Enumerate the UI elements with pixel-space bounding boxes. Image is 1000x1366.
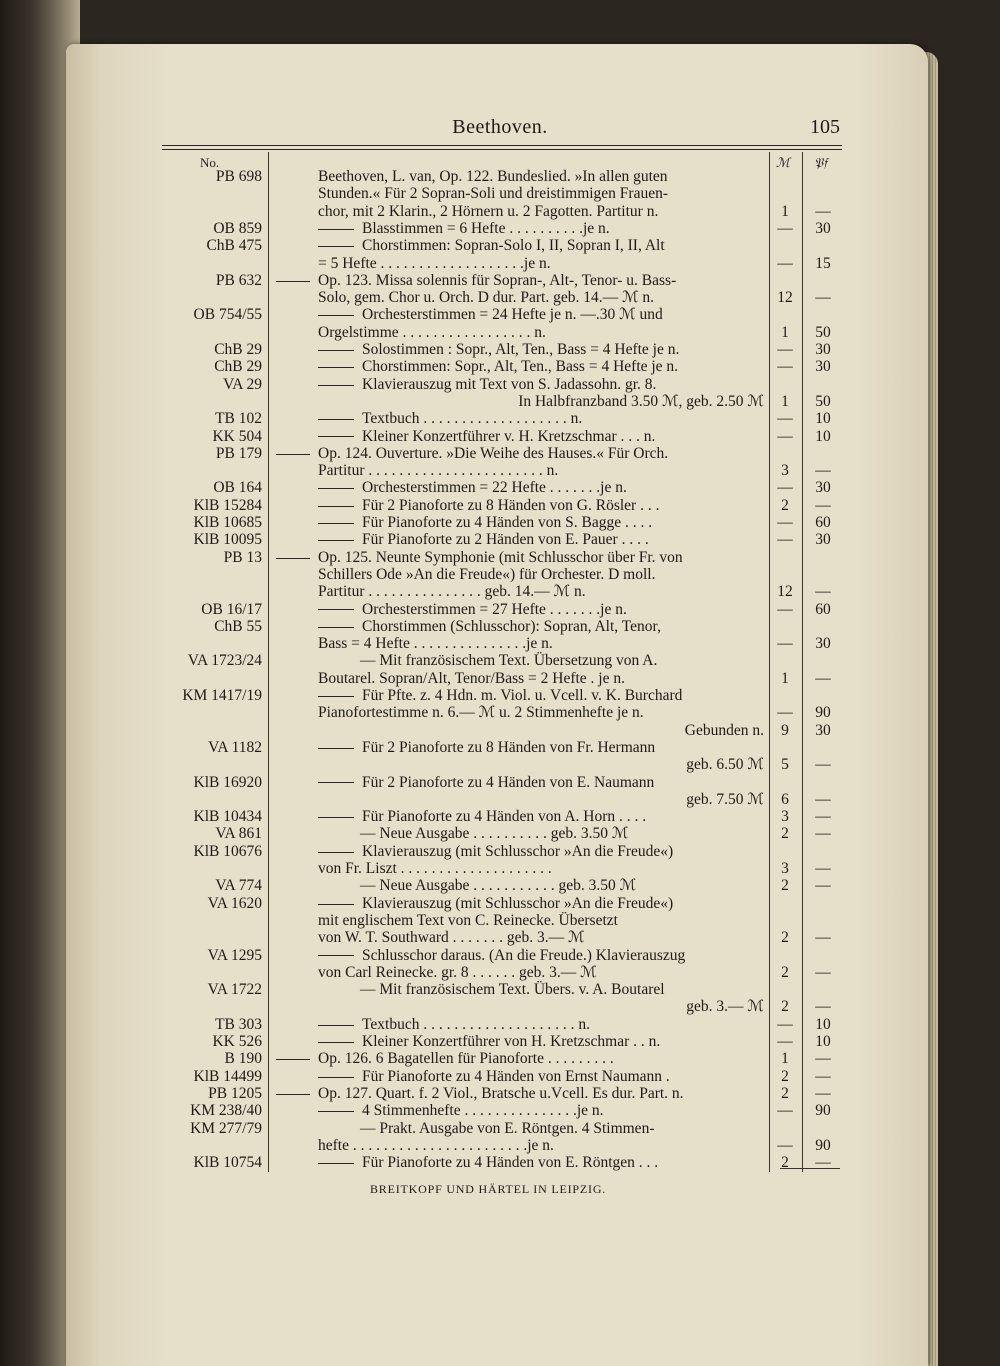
price-mark: — <box>777 410 793 428</box>
entry-line <box>318 843 673 860</box>
price-mark: 5 <box>781 756 789 774</box>
entry-text: Für Pianoforte zu 4 Händen von S. Bagge . . . . <box>362 514 653 531</box>
entry-line <box>318 462 558 479</box>
entry-text: geb. 6.50 ℳ <box>686 756 764 774</box>
entry-line <box>318 220 610 237</box>
ditto-dash <box>318 1111 354 1112</box>
entry-line <box>318 237 665 254</box>
price-mark: 2 <box>781 825 789 843</box>
entry-line <box>318 324 546 341</box>
price-pfennig: — <box>815 860 831 877</box>
catalog-number: B 190 <box>224 1050 262 1068</box>
catalog-number: ChB 55 <box>214 617 262 635</box>
catalog-number: PB 698 <box>215 168 262 185</box>
ditto-dash <box>318 852 354 853</box>
ditto-dash <box>276 558 310 559</box>
entry-text: Für Pianoforte zu 4 Händen von E. Röntgen . . . <box>362 1154 659 1172</box>
price-mark: — <box>777 1136 793 1154</box>
ditto-dash <box>318 782 354 783</box>
price-mark: 2 <box>781 998 789 1016</box>
price-mark: 2 <box>781 1154 789 1172</box>
entry-text: Op. 127. Quart. f. 2 Viol., Bratsche u.Vcell. Es dur. Part. n. <box>318 1084 684 1102</box>
ditto-dash <box>318 506 354 507</box>
ditto-dash <box>318 419 354 420</box>
price-mark: 1 <box>781 202 789 220</box>
price-pfennig: 30 <box>815 358 831 376</box>
entry-text: = 5 Hefte . . . . . . . . . . . . . . . . . . .je n. <box>318 254 551 272</box>
ditto-dash <box>318 1077 354 1078</box>
price-pfennig: — <box>815 825 831 843</box>
price-mark: — <box>777 704 793 722</box>
column-header-mark: ℳ <box>776 155 790 170</box>
entry-line <box>318 860 552 877</box>
price-mark: — <box>777 341 793 358</box>
ditto-dash <box>318 540 354 541</box>
price-pfennig: 60 <box>815 600 831 618</box>
price-pfennig: 30 <box>815 531 831 549</box>
price-pfennig: — <box>815 1050 831 1068</box>
entry-line <box>318 306 663 323</box>
price-mark: — <box>777 358 793 376</box>
price-pfennig: 30 <box>815 479 831 497</box>
entry-line <box>318 410 582 427</box>
price-mark: 9 <box>781 721 789 739</box>
entry-text: Beethoven, L. van, Op. 122. Bundeslied. »In allen guten <box>318 168 668 185</box>
entry-text: Für Pianoforte zu 2 Händen von E. Pauer . . . . <box>362 531 649 549</box>
entry-text: Schlusschor daraus. (An die Freude.) Klavierauszug <box>362 946 686 964</box>
price-mark: 2 <box>781 929 789 947</box>
catalog-number: TB 303 <box>215 1015 262 1033</box>
entry-line <box>318 670 625 687</box>
price-pfennig: 10 <box>815 1033 831 1050</box>
entry-line <box>318 531 649 548</box>
price-pfennig: 30 <box>815 635 831 653</box>
price-pfennig: — <box>815 462 831 480</box>
catalog-number: VA 1620 <box>207 894 262 912</box>
entry-text: — Neue Ausgabe . . . . . . . . . . geb. 3.50 ℳ <box>360 825 629 843</box>
price-pfennig: — <box>815 1084 831 1102</box>
catalog-number: KlB 10434 <box>193 808 262 826</box>
price-pfennig: — <box>815 963 831 981</box>
entry-line <box>318 1154 658 1171</box>
price-pfennig: 50 <box>815 323 831 341</box>
entry-line <box>318 635 553 652</box>
entry-line <box>686 998 764 1015</box>
ditto-dash <box>318 627 354 628</box>
entry-text: Blasstimmen = 6 Hefte . . . . . . . . . .je n. <box>362 219 610 237</box>
entry-line <box>318 255 551 272</box>
price-mark: 3 <box>781 462 789 480</box>
catalog-number: KlB 16920 <box>193 773 262 791</box>
price-mark: 1 <box>781 669 789 687</box>
entry-text: Für 2 Pianoforte zu 8 Händen von Fr. Hermann <box>362 738 656 756</box>
price-mark: — <box>777 427 793 445</box>
catalog-number: ChB 475 <box>206 237 262 255</box>
entry-text: Klavierauszug (mit Schlusschor »An die Freude«) <box>362 842 674 860</box>
entry-line <box>318 566 655 583</box>
catalog-number: VA 29 <box>223 375 262 393</box>
price-pfennig: — <box>815 496 831 514</box>
price-mark: — <box>777 1102 793 1120</box>
catalog-number: KK 526 <box>212 1033 262 1050</box>
price-mark: — <box>777 479 793 497</box>
price-pfennig: — <box>815 289 831 307</box>
price-pfennig: 60 <box>815 514 831 531</box>
catalog-number: KlB 14499 <box>193 1067 262 1085</box>
catalog-number: ChB 29 <box>214 358 262 376</box>
entry-line <box>318 341 679 358</box>
price-mark: — <box>777 1033 793 1050</box>
entry-text: Op. 125. Neunte Symphonie (mit Schlusschor über Fr. von <box>318 548 683 566</box>
entry-text: Für 2 Pianoforte zu 4 Händen von E. Naumann <box>362 773 655 791</box>
price-mark: 2 <box>781 1067 789 1085</box>
ditto-dash <box>318 955 354 956</box>
catalog-number: OB 16/17 <box>201 600 262 618</box>
catalog-number: VA 1723/24 <box>187 652 262 670</box>
entry-text: von W. T. Southward . . . . . . . geb. 3.— ℳ <box>318 929 585 947</box>
entry-text: Für Pianoforte zu 4 Händen von Ernst Naumann . <box>362 1067 670 1085</box>
price-pfennig: — <box>815 1067 831 1085</box>
entry-text: Pianofortestimme n. 6.— ℳ u. 2 Stimmenhefte je n. <box>318 704 644 722</box>
entry-text: Orchesterstimmen = 22 Hefte . . . . . . .je n. <box>362 479 627 497</box>
ditto-dash <box>318 315 354 316</box>
entry-line <box>318 947 685 964</box>
entry-text: Klavierauszug mit Text von S. Jadassohn. gr. 8. <box>362 375 657 393</box>
catalog-number: PB 13 <box>223 548 262 566</box>
price-pfennig: — <box>815 669 831 687</box>
entry-text: Für 2 Pianoforte zu 8 Händen von G. Rösler . . . <box>362 496 660 514</box>
catalog-number: VA 1295 <box>207 946 262 964</box>
entry-line <box>318 428 655 445</box>
ditto-dash <box>318 436 354 437</box>
page-number: 105 <box>810 116 840 138</box>
price-mark: — <box>777 600 793 618</box>
ditto-dash <box>318 609 354 610</box>
catalog-number: PB 632 <box>215 271 262 289</box>
catalog-number: OB 164 <box>213 479 262 497</box>
price-pfennig: — <box>815 790 831 808</box>
entry-text: — Mit französischem Text. Übersetzung von A. <box>360 652 658 670</box>
entry-line <box>360 981 665 998</box>
entry-line <box>318 618 661 635</box>
entry-line <box>318 185 668 202</box>
price-mark: 1 <box>781 392 789 410</box>
entry-line <box>318 808 646 825</box>
entry-text: Op. 126. 6 Bagatellen für Pianoforte . . . . . . . . . <box>318 1050 614 1068</box>
entry-text: Textbuch . . . . . . . . . . . . . . . . . . . . n. <box>362 1015 590 1033</box>
entry-text: — Neue Ausgabe . . . . . . . . . . . geb. 3.50 ℳ <box>360 877 637 895</box>
catalog-number: KK 504 <box>212 427 262 445</box>
entry-text: Schillers Ode »An die Freude«) für Orchester. D moll. <box>318 565 656 583</box>
entry-line <box>318 964 597 981</box>
price-pfennig: — <box>815 1154 831 1172</box>
entry-text: Solo, gem. Chor u. Orch. D dur. Part. geb. 14.— ℳ n. <box>318 289 655 307</box>
entry-line <box>318 479 627 496</box>
entry-text: geb. 3.— ℳ <box>686 998 764 1016</box>
ditto-dash <box>318 367 354 368</box>
entry-text: von Carl Reinecke. gr. 8 . . . . . . geb. 3.— ℳ <box>318 963 597 981</box>
catalog-number: KM 1417/19 <box>182 687 262 704</box>
entry-text: Op. 124. Ouverture. »Die Weihe des Hauses.« Für Orch. <box>318 444 669 462</box>
entry-line <box>318 1016 590 1033</box>
entry-text: Klavierauszug (mit Schlusschor »An die Freude«) <box>362 894 674 912</box>
entry-text: geb. 7.50 ℳ <box>686 790 764 808</box>
entry-line <box>318 929 585 946</box>
price-pfennig: 90 <box>815 1102 831 1120</box>
entry-line <box>318 912 618 929</box>
price-mark: 3 <box>781 860 789 877</box>
entry-text: — Prakt. Ausgabe von E. Röntgen. 4 Stimmen- <box>360 1119 655 1137</box>
price-mark: — <box>777 254 793 272</box>
entry-text: Textbuch . . . . . . . . . . . . . . . . . . . n. <box>362 410 583 428</box>
entry-text: 4 Stimmenhefte . . . . . . . . . . . . . . .je n. <box>362 1102 604 1120</box>
price-mark: 12 <box>777 583 793 601</box>
price-mark: 3 <box>781 808 789 826</box>
catalog-number: PB 179 <box>215 444 262 462</box>
ditto-dash <box>276 281 310 282</box>
catalog-number: VA 1722 <box>207 981 262 999</box>
entry-line <box>318 1137 554 1154</box>
entry-line <box>360 825 628 842</box>
price-pfennig: — <box>815 202 831 220</box>
price-mark: — <box>777 1015 793 1033</box>
price-mark: 2 <box>781 496 789 514</box>
price-pfennig: — <box>815 929 831 947</box>
entry-text: von Fr. Liszt . . . . . . . . . . . . . . . . . . . . <box>318 860 552 877</box>
price-pfennig: 10 <box>815 427 831 445</box>
ditto-dash <box>276 1094 310 1095</box>
price-pfennig: 90 <box>815 1136 831 1154</box>
catalog-number: OB 859 <box>213 219 262 237</box>
entry-text: mit englischem Text von C. Reinecke. Übersetzt <box>318 911 618 929</box>
catalog-number: OB 754/55 <box>193 306 262 324</box>
price-pfennig: — <box>815 998 831 1016</box>
ditto-dash <box>276 454 310 455</box>
price-pfennig: — <box>815 583 831 601</box>
price-mark: 2 <box>781 877 789 895</box>
price-mark: 2 <box>781 1084 789 1102</box>
catalog-number: VA 1182 <box>208 738 262 756</box>
price-mark: 1 <box>781 1050 789 1068</box>
price-mark: 6 <box>781 790 789 808</box>
entry-line <box>318 739 655 756</box>
entry-line <box>318 168 668 185</box>
entry-text: — Mit französischem Text. Übers. v. A. Boutarel <box>360 981 665 999</box>
catalog-number: KlB 10754 <box>193 1154 262 1172</box>
entry-text: Bass = 4 Hefte . . . . . . . . . . . . . . .je n. <box>318 635 553 653</box>
entry-text: Gebunden n. <box>684 721 764 739</box>
page-title: Beethoven. <box>452 116 548 138</box>
entry-line <box>360 652 657 669</box>
price-pfennig: 30 <box>815 341 831 358</box>
entry-line <box>318 895 673 912</box>
price-mark: — <box>777 531 793 549</box>
entry-line <box>318 1102 604 1119</box>
price-mark: — <box>777 514 793 531</box>
catalog-number: VA 861 <box>215 825 262 843</box>
entry-line <box>276 1050 614 1067</box>
entry-text: Für Pianoforte zu 4 Händen von A. Horn . . . . <box>362 808 647 826</box>
price-pfennig: — <box>815 877 831 895</box>
entry-text: In Halbfranzband 3.50 ℳ, geb. 2.50 ℳ <box>518 392 764 410</box>
catalog-number: KlB 10685 <box>193 514 262 531</box>
ditto-dash <box>318 817 354 818</box>
entry-text: hefte . . . . . . . . . . . . . . . . . . . . . . .je n. <box>318 1136 554 1154</box>
entry-line <box>318 601 627 618</box>
price-pfennig: 15 <box>815 254 831 272</box>
entry-line <box>318 376 656 393</box>
footer-rule <box>780 1168 840 1169</box>
entry-line <box>276 272 676 289</box>
price-pfennig: 10 <box>815 1015 831 1033</box>
ditto-dash <box>318 350 354 351</box>
entry-text: Partitur . . . . . . . . . . . . . . . . . . . . . . . n. <box>318 462 559 480</box>
price-mark: — <box>777 219 793 237</box>
catalog-number: KlB 10676 <box>193 842 262 860</box>
column-header-number: No. <box>200 155 220 170</box>
entry-line <box>686 756 764 773</box>
catalog-number: KM 277/79 <box>190 1119 262 1137</box>
entry-text: Orgelstimme . . . . . . . . . . . . . . . . . n. <box>318 323 546 341</box>
price-mark: 2 <box>781 963 789 981</box>
ditto-dash <box>318 1163 354 1164</box>
entry-line <box>318 583 586 600</box>
ditto-dash <box>318 1025 354 1026</box>
entry-line <box>318 497 659 514</box>
entry-text: Für Pfte. z. 4 Hdn. m. Viol. u. Vcell. v. K. Burchard <box>362 687 683 704</box>
entry-line <box>685 722 764 739</box>
catalog-number: PB 1205 <box>208 1084 262 1102</box>
entry-text: Kleiner Konzertführer v. H. Kretzschmar . . . n. <box>362 427 656 445</box>
entry-line <box>360 877 636 894</box>
entry-line <box>276 549 683 566</box>
price-mark: — <box>777 635 793 653</box>
entry-text: Orchesterstimmen = 24 Hefte je n. —.30 ℳ und <box>362 306 663 324</box>
ditto-dash <box>318 904 354 905</box>
price-pfennig: — <box>815 808 831 826</box>
entry-text: Solostimmen : Sopr., Alt, Ten., Bass = 4 Hefte je n. <box>362 341 680 358</box>
price-pfennig: 90 <box>815 704 831 722</box>
entry-text: Orchesterstimmen = 27 Hefte . . . . . . .je n. <box>362 600 627 618</box>
entry-line <box>318 687 682 704</box>
ditto-dash <box>318 488 354 489</box>
entry-line <box>518 393 764 410</box>
entry-line <box>318 358 678 375</box>
ditto-dash <box>318 229 354 230</box>
ditto-dash <box>318 748 354 749</box>
entry-line <box>276 1085 684 1102</box>
entry-text: Chorstimmen (Schlusschor): Sopran, Alt, Tenor, <box>362 617 661 635</box>
price-pfennig: 30 <box>815 721 831 739</box>
entry-line <box>318 774 654 791</box>
entry-text: Chorstimmen: Sopran-Solo I, II, Sopran I, II, Alt <box>362 237 665 255</box>
publisher-footer: BREITKOPF UND HÄRTEL IN LEIPZIG. <box>370 1182 607 1196</box>
entry-text: Stunden.« Für 2 Sopran-Soli und dreistimmigen Frauen- <box>318 185 669 203</box>
price-mark: 1 <box>781 323 789 341</box>
entry-line <box>360 1120 654 1137</box>
ditto-dash <box>318 523 354 524</box>
entry-text: Boutarel. Sopran/Alt, Tenor/Bass = 2 Hefte . je n. <box>318 669 625 687</box>
entry-line <box>318 1033 660 1050</box>
ditto-dash <box>318 385 354 386</box>
entry-line <box>318 704 644 721</box>
price-mark: 12 <box>777 289 793 307</box>
ditto-dash <box>318 246 354 247</box>
price-pfennig: 50 <box>815 392 831 410</box>
catalog-number: KlB 10095 <box>193 531 262 549</box>
entry-line <box>686 791 764 808</box>
entry-line <box>318 514 652 531</box>
entry-line <box>318 1068 670 1085</box>
catalog-number: ChB 29 <box>214 341 262 358</box>
catalog-number: KlB 15284 <box>193 496 262 514</box>
entry-text: chor, mit 2 Klarin., 2 Hörnern u. 2 Fagotten. Partitur n. <box>318 202 659 220</box>
catalog-number: KM 238/40 <box>190 1102 262 1120</box>
ditto-dash <box>318 696 354 697</box>
ditto-dash <box>276 1059 310 1060</box>
catalog-number: VA 774 <box>215 877 262 895</box>
catalog-number: TB 102 <box>215 410 262 428</box>
entry-line <box>318 203 658 220</box>
entry-text: Chorstimmen: Sopr., Alt, Ten., Bass = 4 Hefte je n. <box>362 358 679 376</box>
entry-text: Op. 123. Missa solennis für Sopran-, Alt-, Tenor- u. Bass- <box>318 271 677 289</box>
ditto-dash <box>318 1042 354 1043</box>
entry-text: Partitur . . . . . . . . . . . . . . . geb. 14.— ℳ n. <box>318 583 586 601</box>
price-pfennig: 10 <box>815 410 831 428</box>
entry-line <box>318 289 654 306</box>
price-pfennig: 30 <box>815 219 831 237</box>
entry-text: Kleiner Konzertführer von H. Kretzschmar . . n. <box>362 1033 661 1050</box>
price-pfennig: — <box>815 756 831 774</box>
entry-line <box>276 445 668 462</box>
column-header-pfennig: 𝔓𝔣 <box>814 155 828 170</box>
